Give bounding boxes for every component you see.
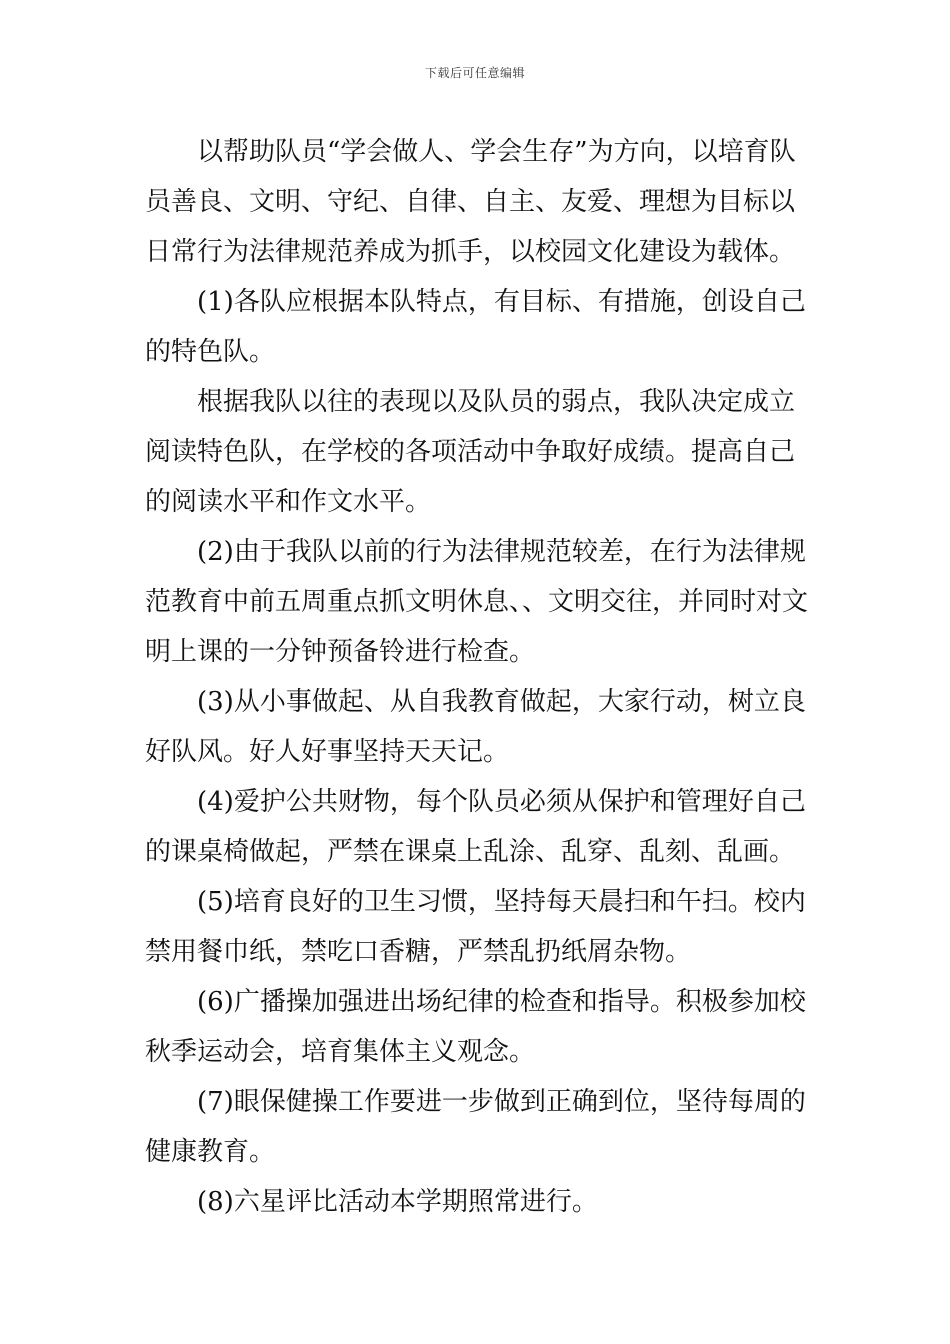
paragraph-item-2: (2)由于我队以前的行为法律规范较差，在行为法律规范教育中前五周重点抓文明休息、、文明交往，并同时对文明上课的一分钟预备铃进行检查。 — [145, 537, 809, 667]
paragraph-item-5: (5)培育良好的卫生习惯，坚持每天晨扫和午扫。校内禁用餐巾纸，禁吃口香糖，严禁乱扔纸屑杂物。 — [145, 887, 806, 967]
document-body — [145, 127, 813, 1227]
paragraph-item-4: (4)爱护公共财物，每个队员必须从保护和管理好自己的课桌椅做起，严禁在课桌上乱涂、乱穿、乱刻、乱画。 — [145, 787, 806, 867]
paragraph-item-6: (6)广播操加强进出场纪律的检查和指导。积极参加校秋季运动会，培育集体主义观念。 — [145, 987, 806, 1067]
paragraph-item-8: (8)六星评比活动本学期照常进行。 — [197, 1187, 598, 1217]
paragraph-reading-team: 根据我队以往的表现以及队员的弱点，我队决定成立阅读特色队，在学校的各项活动中争取好成绩。提高自己的阅读水平和作文水平。 — [145, 387, 796, 517]
paragraph-item-7: (7)眼保健操工作要进一步做到正确到位，坚待每周的健康教育。 — [145, 1087, 806, 1167]
paragraph-item-1: (1)各队应根据本队特点，有目标、有措施，创设自己的特色队。 — [145, 287, 806, 367]
paragraph-intro: 以帮助队员“学会做人、学会生存”为方向，以培育队员善良、文明、守纪、自律、自主、友爱、理想为目标以日常行为法律规范养成为抓手，以校园文化建设为载体。 — [145, 137, 796, 267]
paragraph-item-3: (3)从小事做起、从自我教育做起，大家行动，树立良好队风。好人好事坚持天天记。 — [145, 687, 806, 767]
page-header: 下载后可任意编辑 — [424, 66, 525, 80]
